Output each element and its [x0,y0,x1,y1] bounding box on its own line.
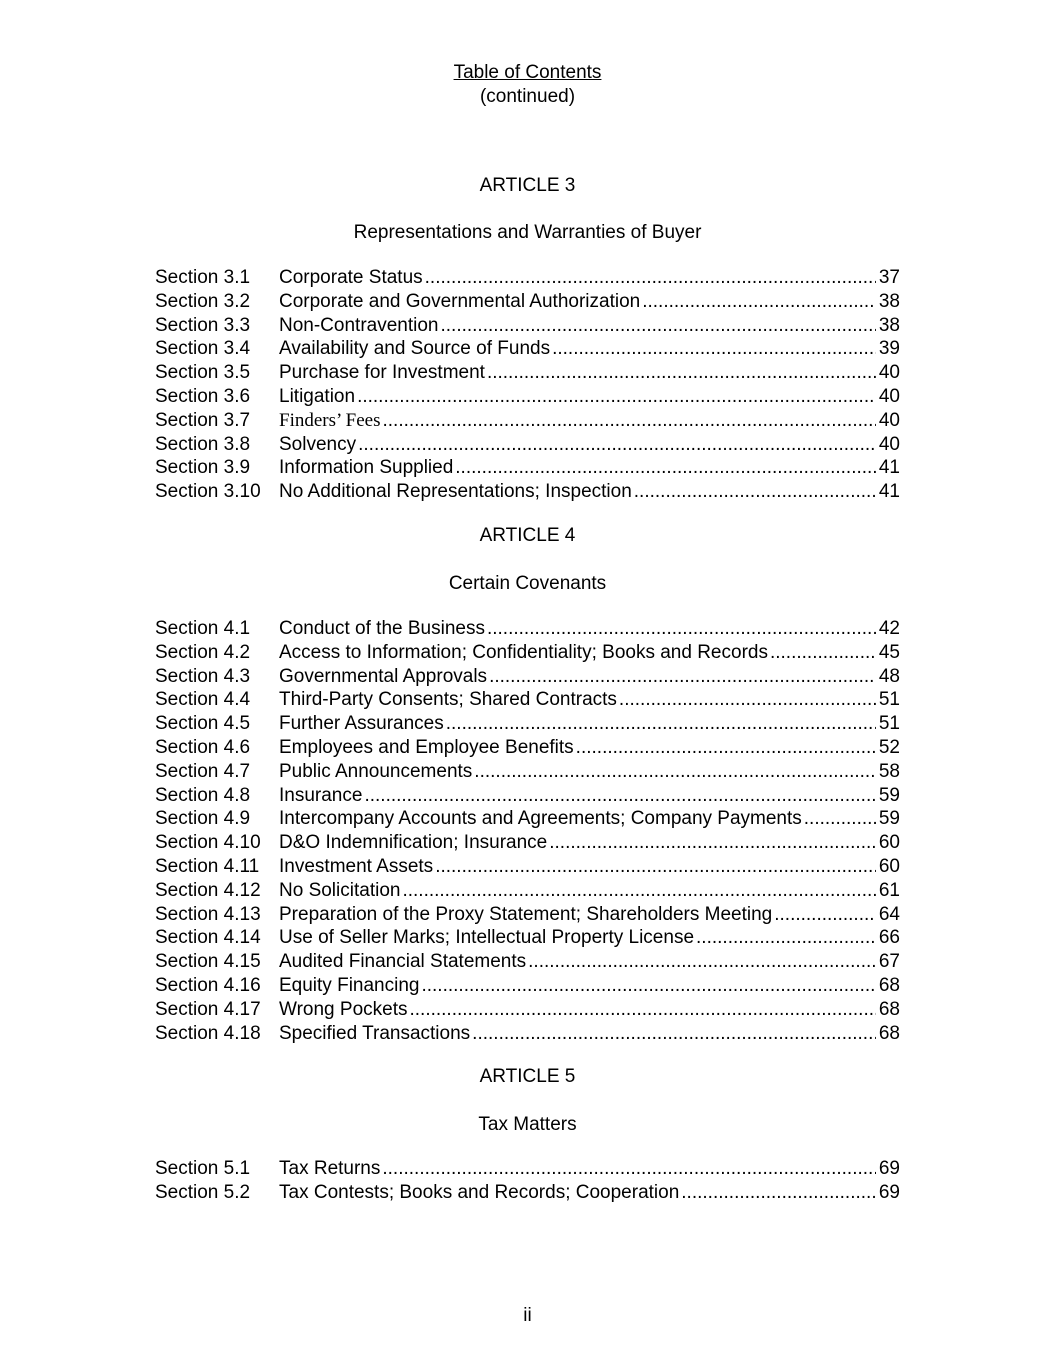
section-number: Section 4.11 [155,855,260,877]
section-title: Employees and Employee Benefits [279,736,574,758]
section-number: Section 3.4 [155,338,251,360]
dot-leader [472,1022,876,1046]
section-title: Intercompany Accounts and Agreements; Company Payments [279,808,802,830]
dot-leader [549,831,876,855]
section-number: Section 4.10 [155,832,261,854]
section-number: Section 3.8 [155,433,251,455]
toc-entry[interactable] [155,760,900,784]
dot-leader [425,266,876,290]
section-number: Section 4.9 [155,808,251,830]
section-title: Conduct of the Business [279,618,485,639]
dot-leader [440,314,876,338]
toc-subtitle: (continued) [479,86,576,107]
section-title: Corporate and Governmental Authorization [279,290,641,312]
page-number: 68 [878,998,900,1020]
dot-leader [696,926,876,950]
section-title: Preparation of the Proxy Statement; Shareholders Meeting [279,903,773,925]
toc-entry[interactable] [155,974,900,998]
section-number: Section 5.2 [155,1181,251,1203]
page-number: 39 [878,338,900,360]
section-title: Availability and Source of Funds [279,338,551,360]
toc-entry[interactable] [155,807,900,831]
section-title: Equity Financing [279,974,420,996]
section-title: Finders’ Fees [279,409,381,431]
section-title: Litigation [279,385,356,407]
dot-leader [487,617,876,641]
section-title: Investment Assets [279,855,434,877]
page-number: 45 [878,641,900,663]
dot-leader [455,456,876,480]
section-title: Solvency [279,433,357,455]
page-number: 38 [878,314,900,336]
toc-entry[interactable] [155,688,900,712]
toc-entry[interactable] [155,314,900,338]
section-number: Section 3.3 [155,314,251,336]
toc-entry[interactable] [155,456,900,480]
section-number: Section 3.9 [155,457,251,479]
section-number: Section 4.13 [155,903,261,925]
section-title: Further Assurances [279,713,444,735]
article-5-section-list [155,1157,900,1205]
section-number: Section 4.14 [155,927,261,949]
page-number: 66 [878,927,900,949]
section-title: Tax Contests; Books and Records; Cooperation [279,1181,680,1203]
page-number: 59 [878,808,900,830]
page-number: 48 [878,665,900,687]
section-title: D&O Indemnification; Insurance [279,832,548,854]
toc-entry[interactable] [155,950,900,974]
toc-entry[interactable] [155,784,900,808]
dot-leader [364,784,876,808]
dot-leader [421,974,876,998]
dot-leader [382,1157,876,1181]
article-3-title: Representations and Warranties of Buyer [353,222,702,243]
page-number: 42 [878,618,900,639]
dot-leader [634,480,876,504]
article-3-section-list [155,266,900,504]
section-title: Purchase for Investment [279,362,485,384]
section-number: Section 4.7 [155,760,251,782]
dot-leader [576,736,876,760]
section-title: Audited Financial Statements [279,951,527,973]
section-title: Tax Returns [279,1158,381,1179]
section-number: Section 4.5 [155,713,251,735]
toc-entry[interactable] [155,290,900,314]
dot-leader [446,712,876,736]
page-number: 51 [878,689,900,711]
dot-leader [357,385,876,409]
page-footer-number: ii [523,1305,532,1326]
section-title: No Additional Representations; Inspection [279,481,632,503]
dot-leader [487,361,876,385]
toc-entry[interactable] [155,337,900,361]
page-number: 60 [878,832,900,854]
section-title: Wrong Pockets [279,998,408,1020]
section-number: Section 3.2 [155,290,251,312]
section-number: Section 3.1 [155,267,251,288]
page-number: 40 [878,385,900,407]
dot-leader [489,665,876,689]
article-3-heading: ARTICLE 3 [479,175,576,196]
toc-entry[interactable] [155,617,900,641]
toc-entry[interactable] [155,1022,900,1046]
toc-entry[interactable] [155,385,900,409]
toc-entry[interactable] [155,480,900,504]
section-title: Non-Contravention [279,314,439,336]
dot-leader [402,879,876,903]
section-number: Section 3.5 [155,362,251,384]
article-4-section-list [155,617,900,1045]
section-title: Information Supplied [279,457,454,479]
page-number: 68 [878,974,900,996]
section-number: Section 3.6 [155,385,251,407]
page-number: 40 [878,409,900,431]
toc-entry[interactable] [155,1157,900,1181]
page-number: 69 [878,1181,900,1203]
toc-entry[interactable] [155,266,900,290]
dot-leader [552,337,876,361]
page-number: 51 [878,713,900,735]
page-number: 41 [878,457,900,479]
page-number: 52 [878,736,900,758]
dot-leader [435,855,876,879]
page-number: 64 [878,903,900,925]
toc-entry[interactable] [155,641,900,665]
toc-entry[interactable] [155,998,900,1022]
dot-leader [528,950,876,974]
toc-entry[interactable] [155,903,900,927]
section-number: Section 4.12 [155,879,261,901]
page-number: 59 [878,784,900,806]
section-number: Section 4.16 [155,974,261,996]
toc-entry[interactable] [155,712,900,736]
section-number: Section 4.4 [155,689,251,711]
dot-leader [804,807,876,831]
section-title: Corporate Status [279,267,423,288]
page-number: 69 [878,1158,900,1179]
section-number: Section 4.18 [155,1022,261,1044]
dot-leader [774,903,876,927]
toc-entry[interactable] [155,855,900,879]
toc-entry[interactable] [155,433,900,457]
toc-entry[interactable] [155,409,900,433]
page-number: 68 [878,1022,900,1044]
section-number: Section 4.15 [155,951,261,973]
section-title: No Solicitation [279,879,401,901]
dot-leader [474,760,876,784]
section-title: Access to Information; Confidentiality; Books and Records [279,641,768,663]
article-5-title: Tax Matters [478,1114,577,1135]
toc-title: Table of Contents [453,62,602,83]
section-number: Section 5.1 [155,1158,251,1179]
dot-leader [770,641,876,665]
toc-entry[interactable] [155,736,900,760]
dot-leader [681,1181,876,1205]
page-number: 67 [878,951,900,973]
dot-leader [383,409,877,433]
section-number: Section 4.1 [155,618,251,639]
article-4-heading: ARTICLE 4 [479,525,576,546]
toc-entry[interactable] [155,665,900,689]
section-number: Section 3.7 [155,409,251,431]
page-number: 58 [878,760,900,782]
section-number: Section 4.8 [155,784,251,806]
dot-leader [358,433,876,457]
section-title: Third-Party Consents; Shared Contracts [279,689,617,711]
dot-leader [642,290,876,314]
toc-entry[interactable] [155,926,900,950]
page-number: 40 [878,362,900,384]
article-5-heading: ARTICLE 5 [479,1066,576,1087]
article-4-title: Certain Covenants [448,573,607,594]
toc-entry[interactable] [155,831,900,855]
page-number: 60 [878,855,900,877]
toc-entry[interactable] [155,879,900,903]
section-title: Use of Seller Marks; Intellectual Property License [279,927,695,949]
page-number: 37 [878,267,900,288]
page-number: 41 [878,481,900,503]
dot-leader [409,998,876,1022]
section-number: Section 4.6 [155,736,251,758]
section-number: Section 4.3 [155,665,251,687]
dot-leader [619,688,876,712]
section-number: Section 3.10 [155,481,261,503]
section-title: Governmental Approvals [279,665,488,687]
toc-entry[interactable] [155,1181,900,1205]
section-title: Public Announcements [279,760,473,782]
page-number: 61 [878,879,900,901]
section-title: Specified Transactions [279,1022,471,1044]
page-number: 40 [878,433,900,455]
section-number: Section 4.17 [155,998,261,1020]
section-title: Insurance [279,784,363,806]
page-number: 38 [878,290,900,312]
toc-entry[interactable] [155,361,900,385]
section-number: Section 4.2 [155,641,251,663]
